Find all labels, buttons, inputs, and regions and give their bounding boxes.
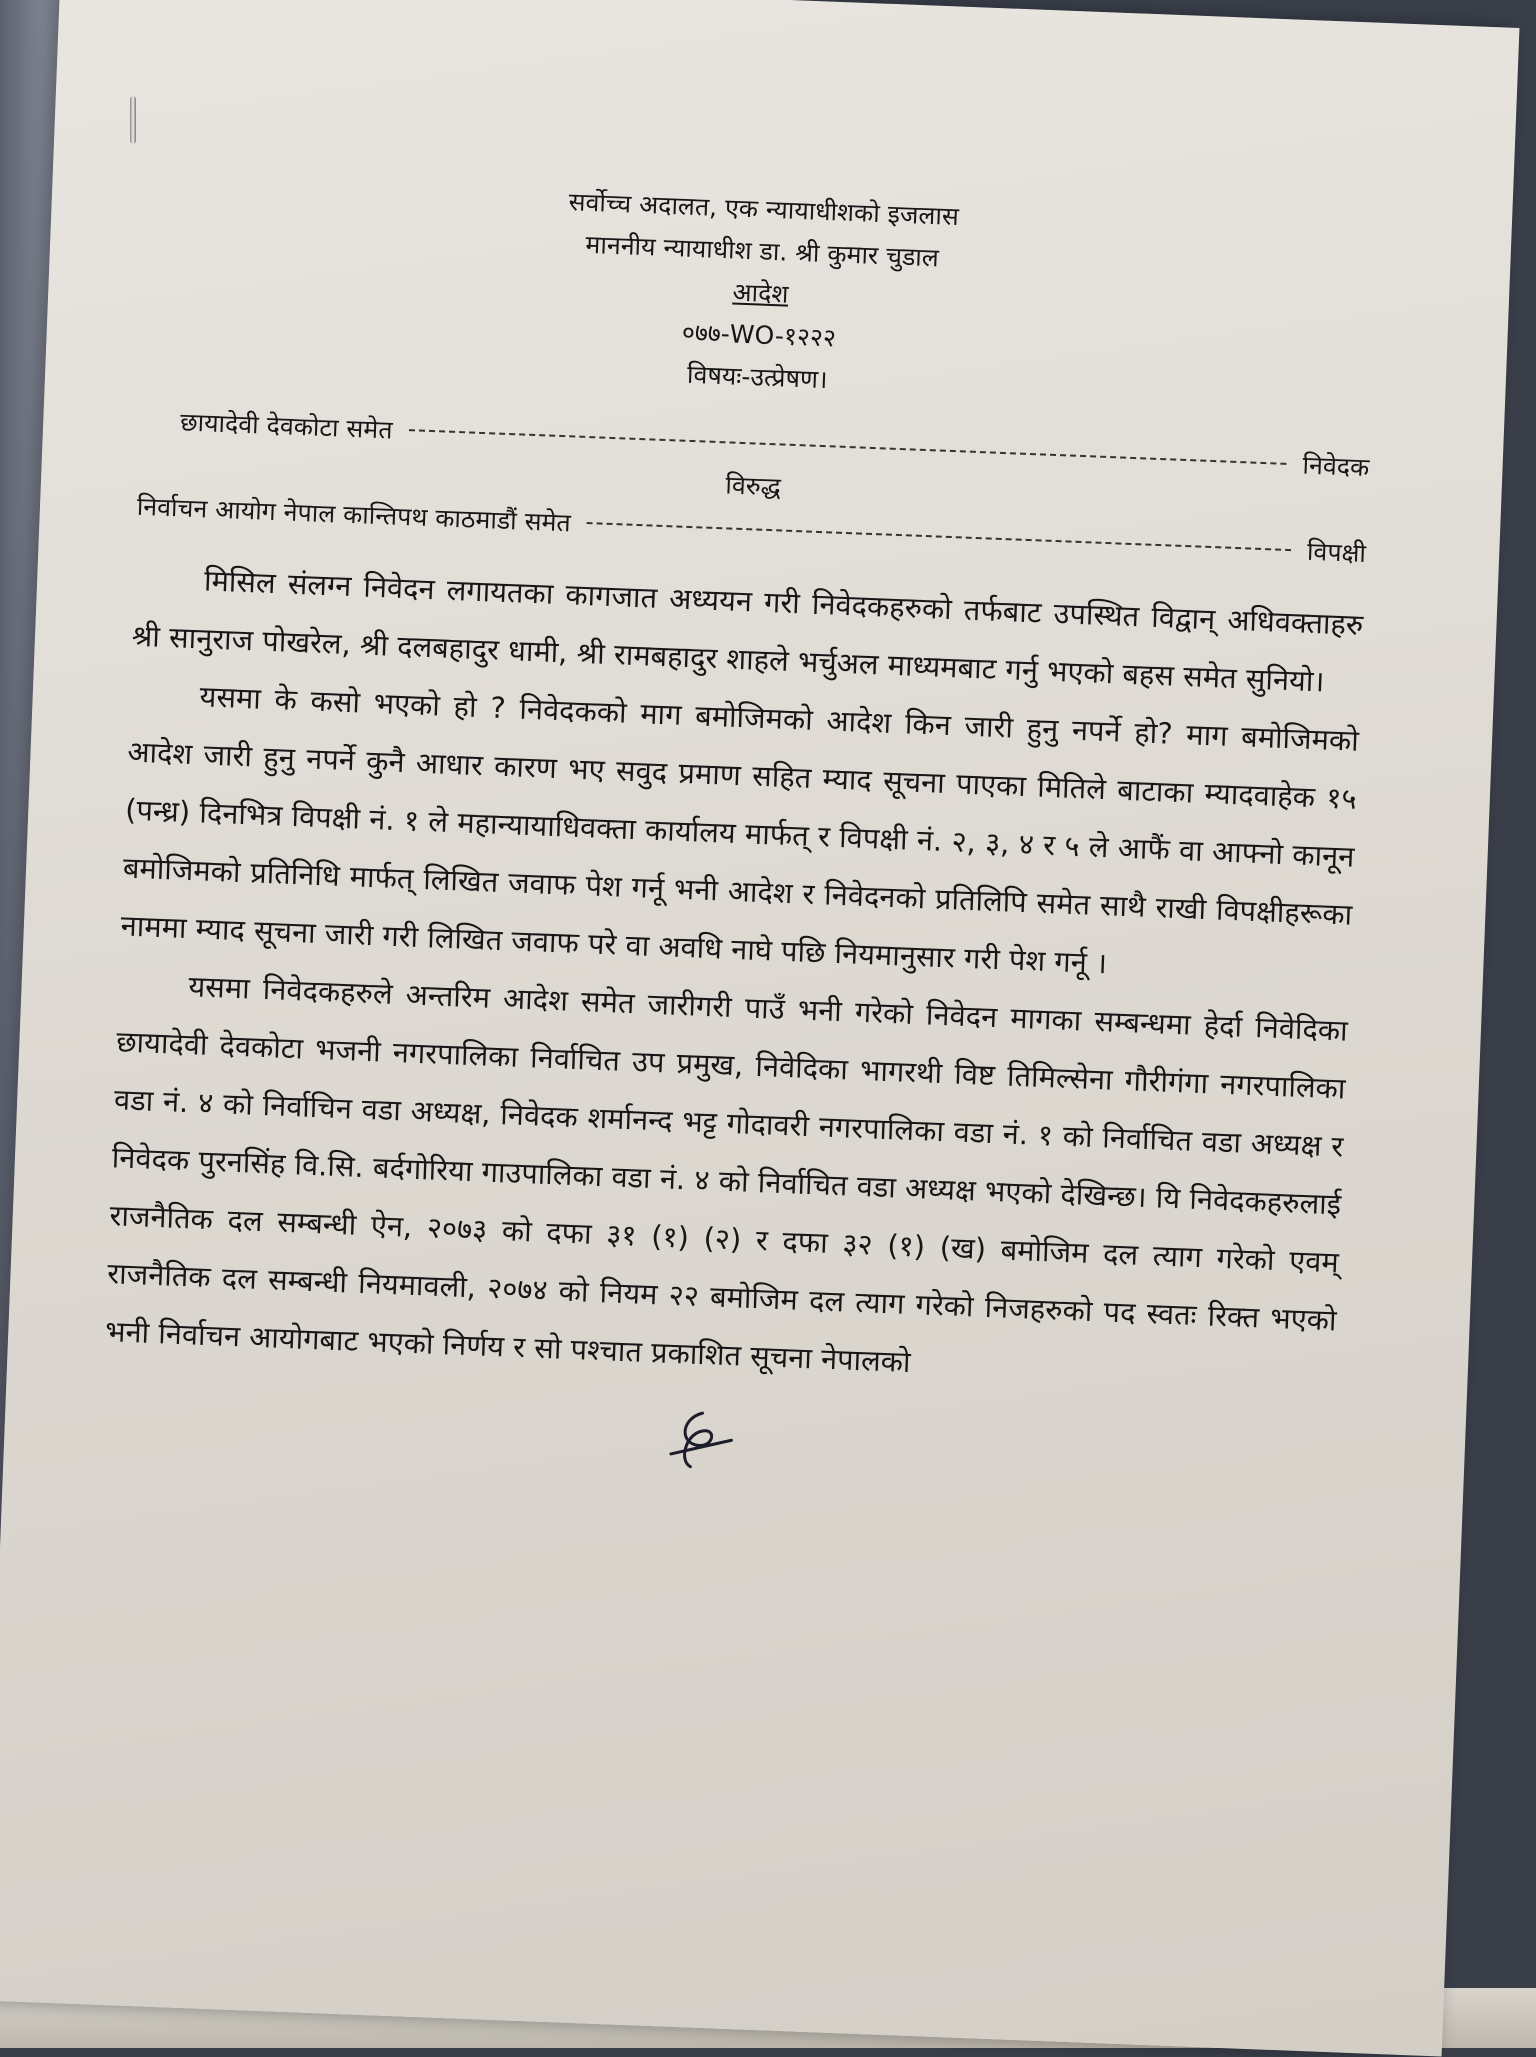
subject-line: विषयः-उत्प्रेषण। — [686, 359, 829, 395]
body-paragraph-3: यसमा निवेदकहरुले अन्तरिम आदेश समेत जारीगरी पाउँ भनी गरेको निवेदन मागका सम्बन्धमा हेर्दा निवेदिका छायादेवी देवकोटा भजनी नगरपालिका निर्वाचित उप प्रमुख, निवेदिका भागरथी विष्ट तिमिल्सेना गौरीगंगा नगरपालिका वडा नं. ४ को निर्वाचिन वडा अध्यक्ष, निवेदक शर्मानन्द भट्ट गोदावरी नगरपालिका वडा नं. १ को निर्वाचित वडा अध्यक्ष र निवेदक पुरनसिंह वि.सि. बर्दगोरिया गाउपालिका वडा नं. ४ को निर्वाचित वडा अध्यक्ष भएको देखिन्छ। यि निवेदकहरुलाई राजनैतिक दल सम्बन्धी ऐन, २०७३ को दफा ३१ (१) (२) र दफा ३२ (१) (ख) बमोजिम दल त्याग गरेको एवम् राजनैतिक दल सम्बन्धी नियमावली, २०७४ को नियम २२ बमोजिम दल त्याग गरेको निजहरुको पद स्वतः रिक्त भएको भनी निर्वाचन आयोगबाट भएको निर्णय र सो पश्चात प्रकाशित सूचना नेपालको — [104, 969, 1349, 1380]
respondent-name: निर्वाचन आयोग नेपाल कान्तिपथ काठमाडौं समेत — [136, 491, 572, 538]
body-paragraph-2: यसमा के कसो भएको हो ? निवेदकको माग बमोजिमको आदेश किन जारी हुनु नपर्ने हो? माग बमोजिमको आदेश जारी हुनु नपर्ने कुनै आधार कारण भए सवुद प्रमाण सहित म्याद सूचना पाएका मितिले बाटाका म्यादवाहेक १५ (पन्ध्र) दिनभित्र विपक्षी नं. १ ले महान्यायाधिवक्ता कार्यालय मार्फत् र विपक्षी नं. २, ३, ४ र ५ ले आफैं वा आफ्नो कानून बमोजिमको प्रतिनिधि मार्फत् लिखित जवाफ पेश गर्नू भनी आदेश र निवेदनको प्रतिलिपि समेत साथै राखी विपक्षीहरूका नाममा म्याद सूचना जारी गरी लिखित जवाफ परे वा अवधि नाघे पछि नियमानुसार गरी पेश गर्नू । — [120, 679, 1360, 981]
dash-leader — [587, 522, 1291, 551]
document-content — [104, 165, 1379, 1407]
petitioner-name: छायादेवी देवकोटा समेत — [179, 407, 394, 445]
versus-label: विरुद्ध — [724, 470, 782, 502]
staple — [130, 96, 136, 144]
respondent-role: विपक्षी — [1306, 536, 1367, 568]
handwritten-signature — [660, 1404, 743, 1477]
body-paragraph-1: मिसिल संलग्न निवेदन लगायतका कागजात अध्ययन गरी निवेदकहरुको तर्फबाट उपस्थित विद्वान् अधिवक्ताहरु श्री सानुराज पोखरेल, श्री दलबहादुर धामी, श्री रामबहादुर शाहले भर्चुअल माध्यमबाट गर्नु भएको बहस समेत सुनियो। — [131, 563, 1364, 699]
judge-name: माननीय न्यायाधीश डा. श्री कुमार चुडाल — [584, 229, 940, 273]
court-name: सर्वोच्च अदालत, एक न्यायाधीशको इजलास — [568, 187, 960, 232]
case-number: ०७७-WO-१२२२ — [681, 317, 837, 353]
order-title: आदेश — [732, 277, 789, 309]
petitioner-role: निवेदक — [1302, 450, 1370, 483]
